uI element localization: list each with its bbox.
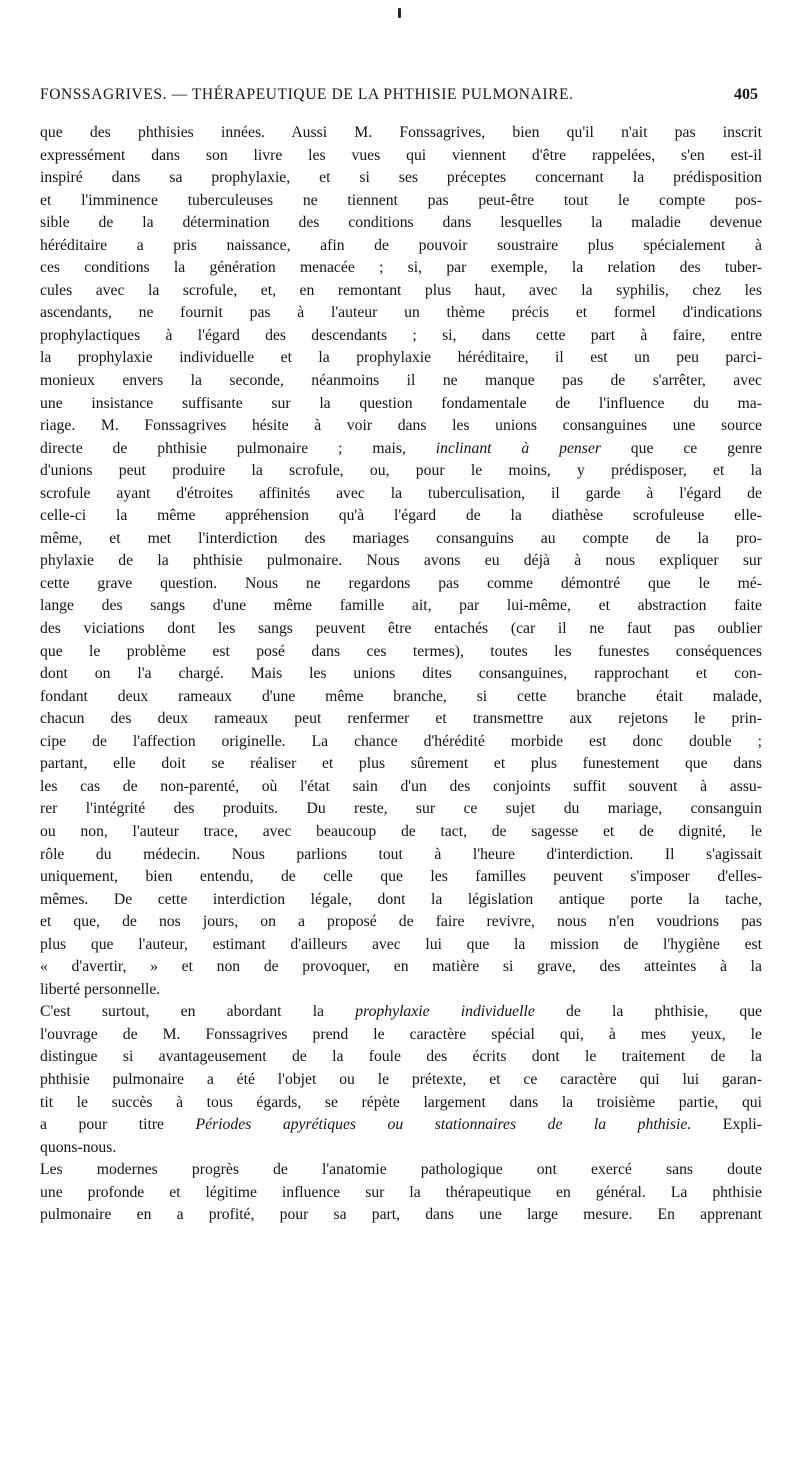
- text-line: [40, 866, 762, 889]
- line-text: ces conditions la génération menacée ; si, par exemple, la relation des tuber-: [40, 259, 762, 277]
- text-line: [40, 618, 762, 641]
- line-text: C'est surtout, en abordant la: [40, 1003, 356, 1021]
- text-line: [40, 798, 762, 821]
- text-line: [40, 1159, 762, 1182]
- text-line: [40, 415, 762, 438]
- line-text: et l'imminence tuberculeuses ne tiennent pas peut-être tout le compte pos-: [40, 191, 762, 209]
- text-line: [40, 753, 762, 776]
- line-text: d'unions peut produire la scrofule, ou, pour le moins, y prédisposer, et la: [40, 462, 762, 480]
- line-text: une insistance suffisante sur la question fondamentale de l'influence du ma-: [40, 394, 762, 412]
- text-line: [40, 550, 762, 573]
- running-header: [40, 86, 758, 108]
- line-text: quons-nous.: [40, 1138, 117, 1156]
- text-line: [40, 438, 762, 461]
- line-text: cipe de l'affection originelle. La chance d'hérédité morbide est donc double ;: [40, 732, 762, 750]
- text-line: [40, 821, 762, 844]
- text-line: [40, 145, 762, 168]
- text-line: [40, 235, 762, 258]
- line-text: expressément dans son livre les vues qui viennent d'être rappelées, s'en est-il: [40, 146, 762, 164]
- line-text: liberté personnelle.: [40, 980, 161, 998]
- line-text: cules avec la scrofule, et, en remontant plus haut, avec la syphilis, chez les: [40, 281, 762, 299]
- text-line: [40, 1024, 762, 1047]
- italic-phrase: Périodes apyrétiques ou stationnaires de la phthisie.: [195, 1116, 692, 1134]
- text-line: [40, 1001, 762, 1024]
- line-text: que le problème est posé dans ces termes), toutes les funestes conséquences: [40, 642, 762, 660]
- line-text: inspiré dans sa prophylaxie, et si ses préceptes concernant la prédisposition: [40, 169, 762, 187]
- line-text: partant, elle doit se réaliser et plus sûrement et plus funestement que dans: [40, 755, 762, 773]
- text-line: [40, 844, 762, 867]
- line-text: monieux envers la seconde, néanmoins il ne manque pas de s'arrêter, avec: [40, 372, 762, 390]
- running-title: FONSSAGRIVES. — THÉRAPEUTIQUE DE LA PHTHISIE PULMONAIRE.: [40, 86, 574, 103]
- line-text: dont on l'a chargé. Mais les unions dites consanguines, rapprochant et con-: [40, 665, 762, 683]
- line-text: uniquement, bien entendu, de celle que les familles peuvent s'imposer d'elles-: [40, 868, 762, 886]
- line-text: même, et met l'interdiction des mariages consanguins au compte de la pro-: [40, 529, 762, 547]
- line-text: des viciations dont les sangs peuvent être entachés (car il ne faut pas oublier: [40, 620, 762, 638]
- text-line: [40, 956, 762, 979]
- line-text: que des phthisies innées. Aussi M. Fonssagrives, bien qu'il n'ait pas inscrit: [40, 124, 762, 141]
- line-text: fondant deux rameaux d'une même branche, si cette branche était malade,: [40, 687, 762, 705]
- line-text: phthisie pulmonaire a été l'objet ou le prétexte, et ce caractère qui lui garan-: [40, 1070, 762, 1088]
- italic-phrase: inclinant à penser: [435, 439, 601, 457]
- line-text: cette grave question. Nous ne regardons pas comme démontré que le mé-: [40, 574, 762, 592]
- text-line: [40, 1069, 762, 1092]
- line-text: distingue si avantageusement de la foule des écrits dont le traitement de la: [40, 1048, 762, 1066]
- line-text: tit le succès à tous égards, se répète largement dans la troisième partie, qui: [40, 1093, 762, 1111]
- text-line: [40, 1046, 762, 1069]
- text-line: [40, 167, 762, 190]
- line-text: sible de la détermination des conditions dans lesquelles la maladie devenue: [40, 214, 762, 232]
- text-line: [40, 505, 762, 528]
- text-line: [40, 708, 762, 731]
- text-line: [40, 190, 762, 213]
- line-text: plus que l'auteur, estimant d'ailleurs avec lui que la mission de l'hygiène est: [40, 935, 762, 953]
- text-line: [40, 595, 762, 618]
- text-line: [40, 663, 762, 686]
- line-text: la prophylaxie individuelle et la prophylaxie héréditaire, il est un peu parci-: [40, 349, 762, 367]
- line-text: prophylactiques à l'égard des descendants ; si, dans cette part à faire, entre: [40, 326, 762, 344]
- line-text: les cas de non-parenté, où l'état sain d'un des conjoints suffit souvent à assu-: [40, 777, 762, 795]
- line-text: celle-ci la même appréhension qu'à l'égard de la diathèse scrofuleuse elle-: [40, 507, 762, 525]
- text-line: [40, 280, 762, 303]
- text-line: [40, 528, 762, 551]
- line-text: et que, de nos jours, on a proposé de faire revivre, nous n'en voudrions pas: [40, 913, 762, 931]
- line-text: chacun des deux rameaux peut renfermer et transmettre aux rejetons le prin-: [40, 710, 762, 728]
- text-line: [40, 483, 762, 506]
- text-line: [40, 212, 762, 235]
- text-line: [40, 686, 762, 709]
- text-line: [40, 302, 762, 325]
- text-line: [40, 325, 762, 348]
- text-line: [40, 1204, 762, 1227]
- text-line: [40, 979, 762, 1002]
- italic-phrase: prophylaxie individuelle: [355, 1003, 535, 1021]
- line-text: une profonde et légitime influence sur la thérapeutique en général. La phthisie: [40, 1183, 762, 1201]
- text-line: [40, 934, 762, 957]
- line-text: pulmonaire en a profité, pour sa part, dans une large mesure. En apprenant: [40, 1206, 762, 1224]
- text-line: [40, 1137, 762, 1160]
- line-text: ascendants, ne fournit pas à l'auteur un thème précis et formel d'indications: [40, 304, 762, 322]
- text-line: [40, 573, 762, 596]
- line-text: directe de phthisie pulmonaire ; mais,: [40, 439, 436, 457]
- text-line: [40, 393, 762, 416]
- text-line: [40, 1182, 762, 1205]
- line-text: que ce genre: [600, 439, 762, 457]
- text-line: [40, 889, 762, 912]
- text-line: [40, 460, 762, 483]
- text-line: [40, 776, 762, 799]
- line-text: a pour titre: [40, 1116, 196, 1134]
- line-text: phylaxie de la phthisie pulmonaire. Nous avons eu déjà à nous expliquer sur: [40, 552, 762, 570]
- line-text: ou non, l'auteur trace, avec beaucoup de tact, de sagesse et de dignité, le: [40, 822, 762, 840]
- text-line: [40, 1092, 762, 1115]
- line-text: rer l'intégrité des produits. Du reste, sur ce sujet du mariage, consanguin: [40, 800, 762, 818]
- text-line: [40, 257, 762, 280]
- text-line: [40, 641, 762, 664]
- line-text: mêmes. De cette interdiction légale, dont la législation antique porte la tache,: [40, 890, 762, 908]
- line-text: Les modernes progrès de l'anatomie pathologique ont exercé sans doute: [40, 1161, 762, 1179]
- line-text: héréditaire a pris naissance, afin de pouvoir soustraire plus spécialement à: [40, 236, 762, 254]
- line-text: de la phthisie, que: [534, 1003, 762, 1021]
- body-text: [40, 122, 762, 1227]
- line-text: l'ouvrage de M. Fonssagrives prend le caractère spécial qui, à mes yeux, le: [40, 1025, 762, 1043]
- ink-speck: [398, 8, 401, 18]
- line-text: Expli-: [691, 1116, 762, 1134]
- line-text: lange des sangs d'une même famille ait, par lui-même, et abstraction faite: [40, 597, 762, 615]
- text-line: [40, 911, 762, 934]
- text-line: [40, 731, 762, 754]
- line-text: scrofule ayant d'étroites affinités avec la tuberculisation, il garde à l'égard de: [40, 484, 762, 502]
- line-text: rôle du médecin. Nous parlions tout à l'heure d'interdiction. Il s'agissait: [40, 845, 762, 863]
- text-line: [40, 1114, 762, 1137]
- text-line: [40, 122, 762, 145]
- page-number: 405: [734, 86, 758, 103]
- text-line: [40, 347, 762, 370]
- line-text: « d'avertir, » et non de provoquer, en matière si grave, des atteintes à la: [40, 958, 762, 976]
- text-line: [40, 370, 762, 393]
- line-text: riage. M. Fonssagrives hésite à voir dans les unions consanguines une source: [40, 417, 762, 435]
